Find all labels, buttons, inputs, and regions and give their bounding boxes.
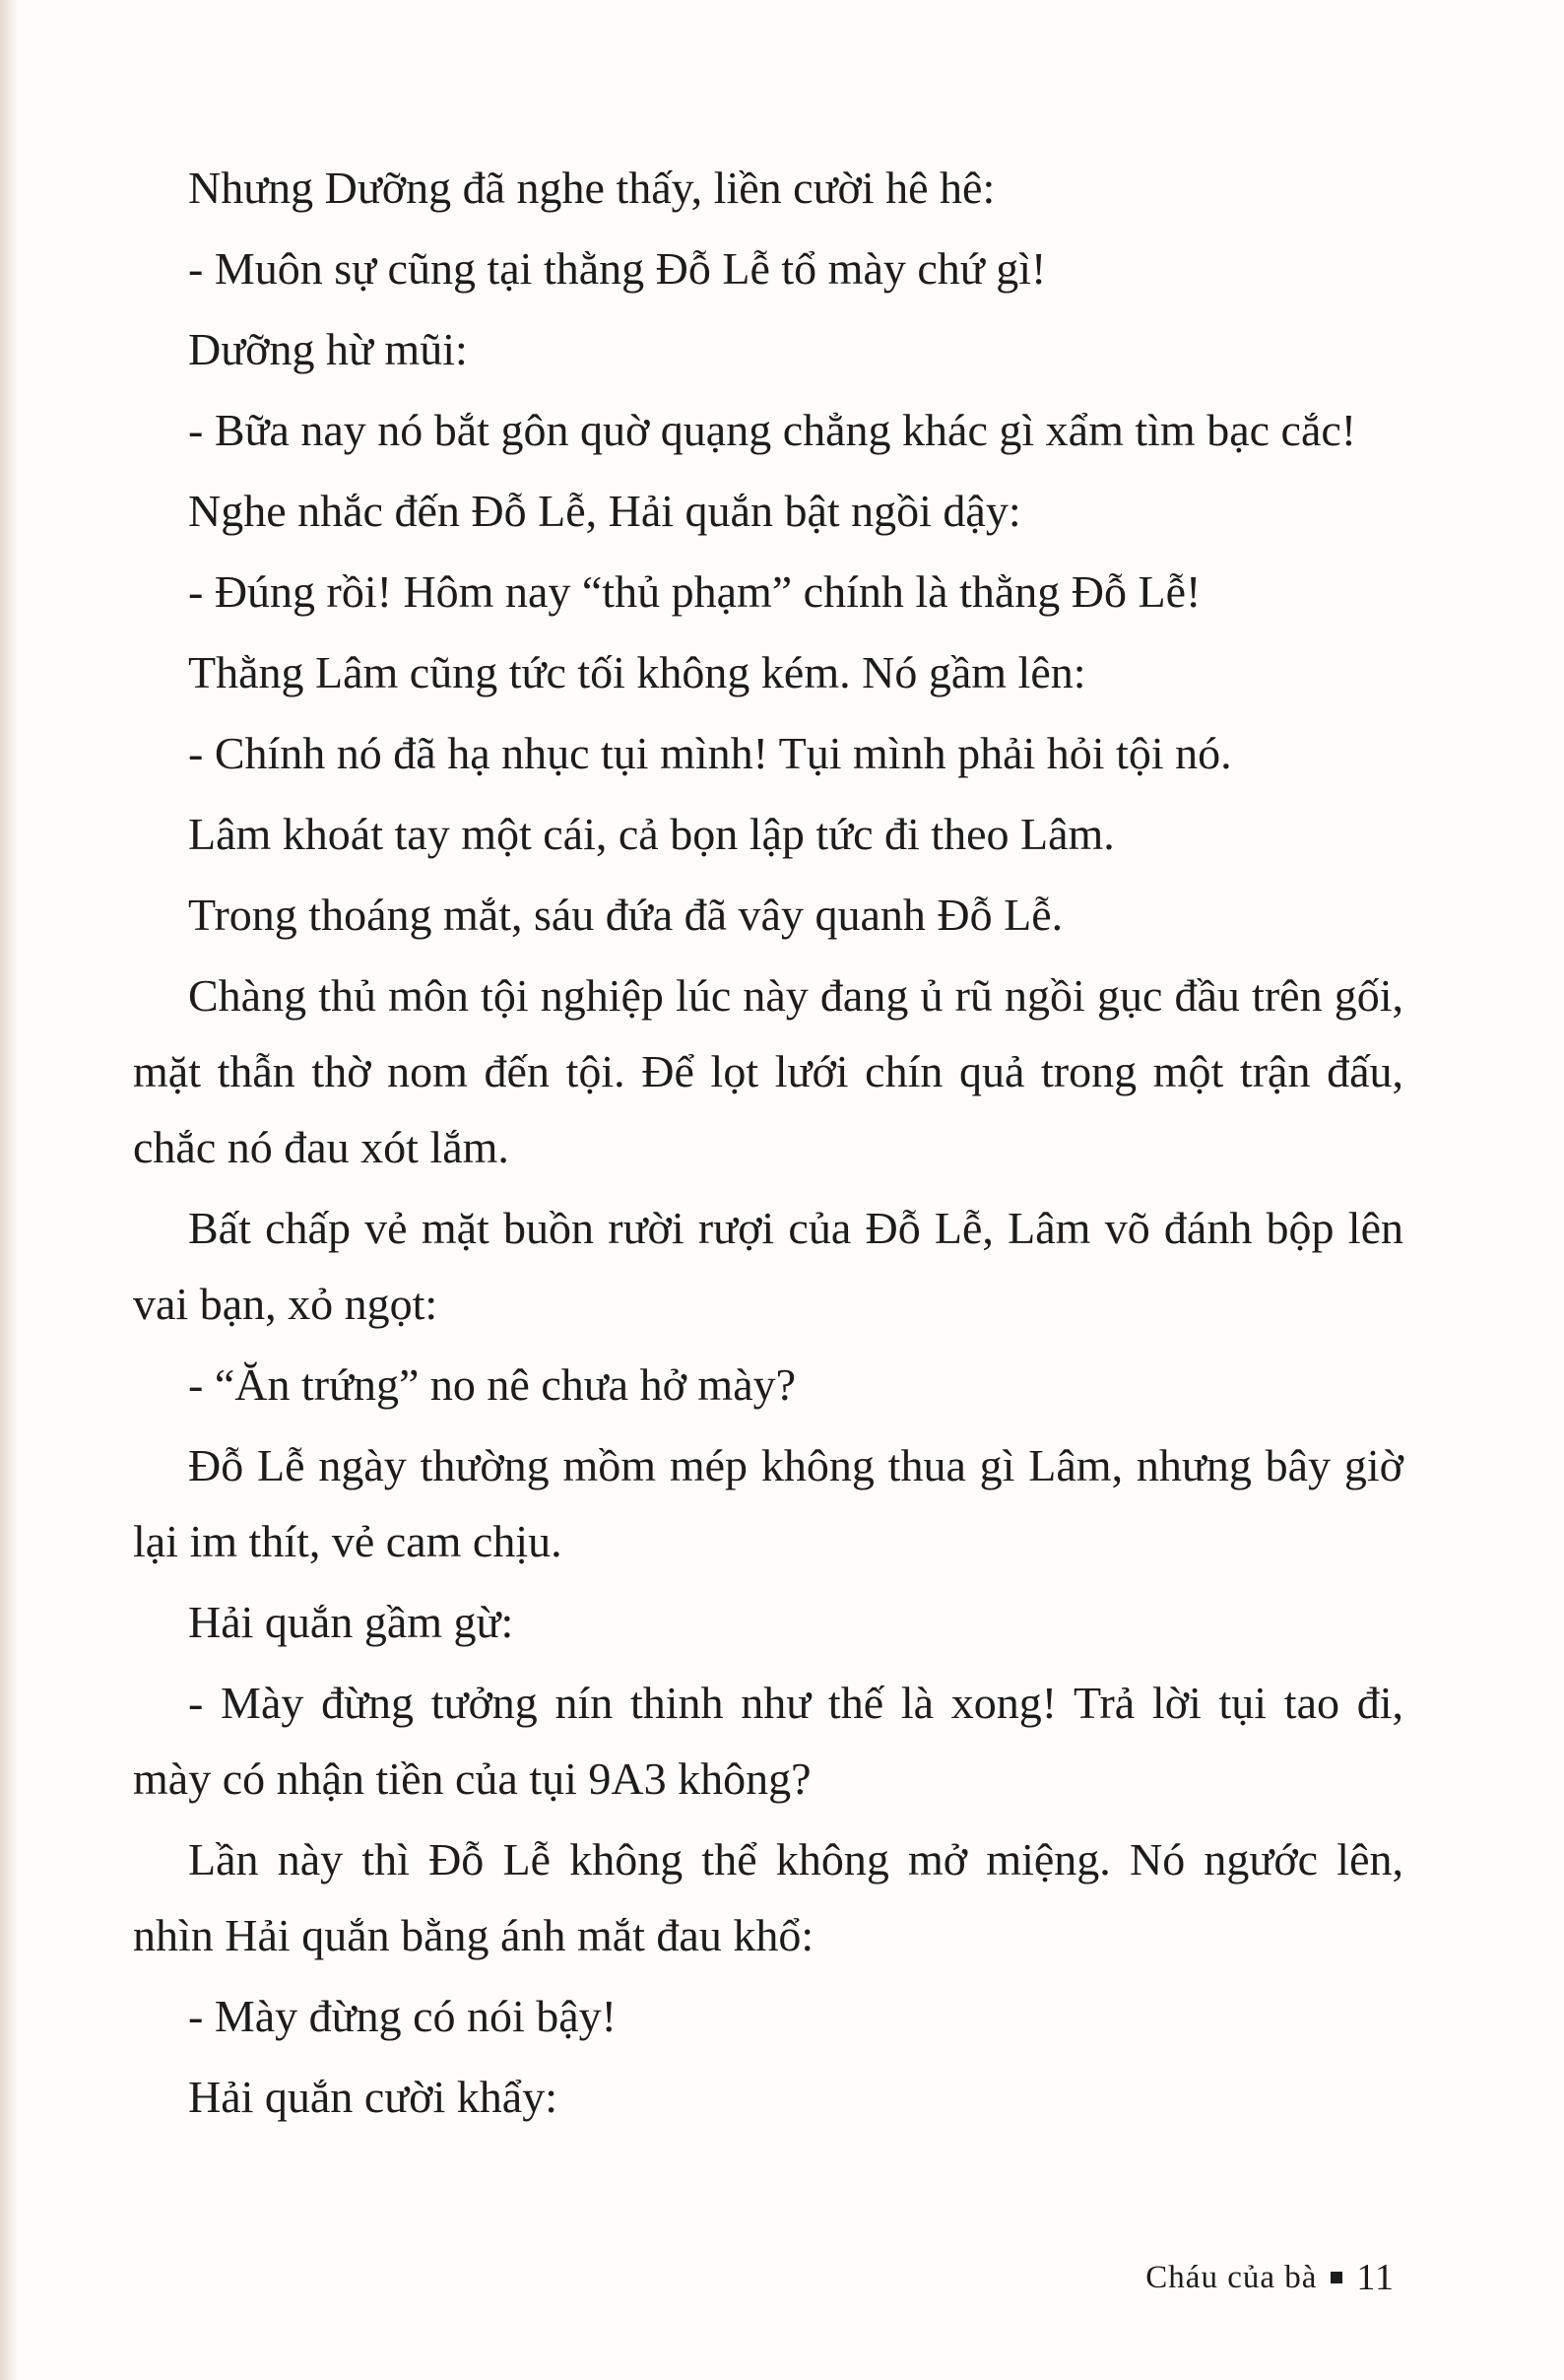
paragraph: - Mày đừng có nói bậy! [188, 1991, 618, 2041]
paragraph: - Chính nó đã hạ nhục tụi mình! Tụi mình phải hỏi tội nó. [188, 728, 1232, 778]
paragraph: Thằng Lâm cũng tức tối không kém. Nó gầm lên: [188, 647, 1086, 697]
paragraph: Nghe nhắc đến Đỗ Lễ, Hải quắn bật ngồi dậy: [188, 486, 1021, 536]
page-edge-shadow [0, 0, 18, 2380]
paragraph: - “Ăn trứng” no nê chưa hở mày? [188, 1359, 797, 1410]
running-title: Cháu của bà [1145, 2259, 1318, 2295]
square-bullet-icon [1331, 2272, 1342, 2283]
paragraph: Chàng thủ môn tội nghiệp lúc này đang ủ rũ ngồi gục đầu trên gối, mặt thẫn thờ nom đến tội. Để lọt lưới chín quả trong một trận đấu, chắc nó đau xót lắm. [133, 970, 1403, 1172]
paragraph: - Mày đừng tưởng nín thinh như thế là xong! Trả lời tụi tao đi, mày có nhận tiền của tụi 9A3 không? [133, 1678, 1403, 1804]
body-text [133, 150, 1403, 2140]
paragraph: Nhưng Dưỡng đã nghe thấy, liền cười hê hê: [188, 163, 996, 213]
paragraph: - Đúng rồi! Hôm nay “thủ phạm” chính là thằng Đỗ Lễ! [188, 566, 1202, 617]
paragraph: Đỗ Lễ ngày thường mồm mép không thua gì Lâm, nhưng bây giờ lại im thít, vẻ cam chịu. [133, 1440, 1403, 1566]
paragraph: - Bữa nay nó bắt gôn quờ quạng chẳng khác gì xẩm tìm bạc cắc! [188, 405, 1357, 455]
paragraph: Lần này thì Đỗ Lễ không thể không mở miệng. Nó ngước lên, nhìn Hải quắn bằng ánh mắt đau khổ: [133, 1834, 1403, 1960]
paragraph: Hải quắn cười khẩy: [188, 2072, 557, 2122]
paragraph: - Muôn sự cũng tại thằng Đỗ Lễ tổ mày chứ gì! [188, 243, 1047, 294]
paragraph: Bất chấp vẻ mặt buồn rười rượi của Đỗ Lễ, Lâm võ đánh bộp lên vai bạn, xỏ ngọt: [133, 1203, 1403, 1329]
page-number: 11 [1356, 2257, 1395, 2298]
paragraph: Hải quắn gầm gừ: [188, 1597, 514, 1647]
paragraph: Trong thoáng mắt, sáu đứa đã vây quanh Đỗ Lễ. [188, 890, 1064, 940]
page-footer [1145, 2256, 1395, 2299]
paragraph: Lâm khoát tay một cái, cả bọn lập tức đi theo Lâm. [188, 809, 1115, 859]
paragraph: Dưỡng hừ mũi: [188, 324, 468, 374]
